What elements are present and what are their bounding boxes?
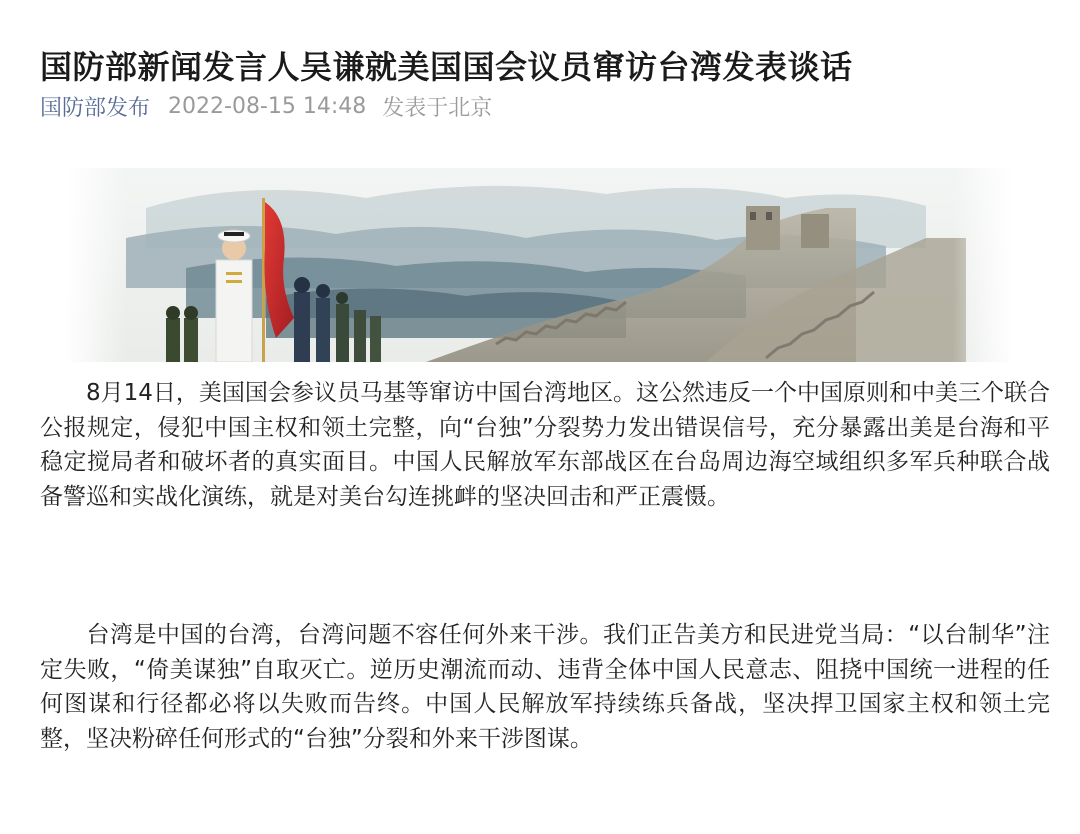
publish-time: 2022-08-15 14:48 bbox=[168, 93, 367, 119]
publish-location: 发表于北京 bbox=[382, 95, 493, 121]
account-name-link[interactable]: 国防部发布 bbox=[40, 95, 151, 121]
article-paragraph-1 bbox=[40, 376, 1050, 514]
great-wall-honor-guard-illustration bbox=[66, 168, 1013, 362]
article-paragraph-2 bbox=[40, 618, 1050, 756]
article-title: 国防部新闻发言人吴谦就美国国会议员窜访台湾发表谈话 bbox=[40, 48, 853, 87]
banner-image bbox=[66, 168, 1013, 362]
article-meta bbox=[40, 88, 492, 124]
paragraph-text: 台湾是中国的台湾，台湾问题不容任何外来干涉。我们正告美方和民进党当局：“以台制华”注定失败，“倚美谋独”自取灭亡。逆历史潮流而动、违背全体中国人民意志、阻挠中国统一进程的任何图谋和行径都必将以失败而告终。中国人民解放军持续练兵备战，坚决捍卫国家主权和领土完整，坚决粉碎任何形式的“台独”分裂和外来干涉图谋。 bbox=[40, 622, 1050, 752]
paragraph-text: 8月14日，美国国会参议员马基等窜访中国台湾地区。这公然违反一个中国原则和中美三个联合公报规定，侵犯中国主权和领土完整，向“台独”分裂势力发出错误信号，充分暴露出美是台海和平稳定搅局者和破坏者的真实面目。中国人民解放军东部战区在台岛周边海空域组织多军兵种联合战备警巡和实战化演练，就是对美台勾连挑衅的坚决回击和严正震慑。 bbox=[40, 380, 1050, 510]
